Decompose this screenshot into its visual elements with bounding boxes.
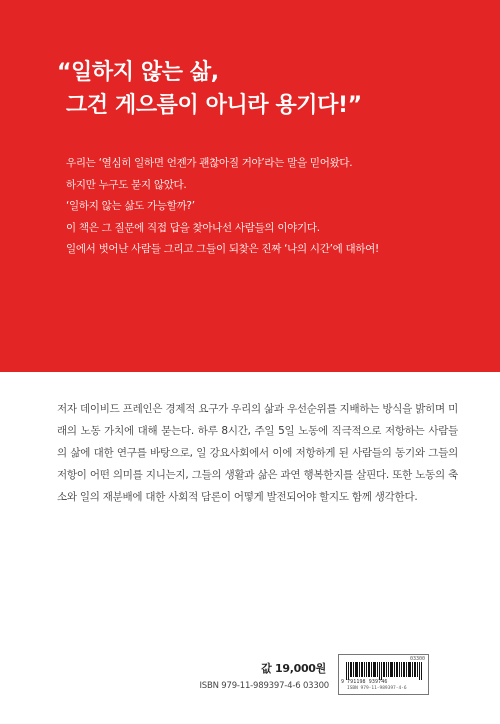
barcode-top-code: 03300 <box>409 656 425 662</box>
isbn-label: ISBN 979-11-989397-4-6 03300 <box>199 681 329 691</box>
barcode-isbn-small: ISBN 979-11-989397-4-6 <box>347 686 407 691</box>
headline-line-2: 그건 게으름이 아니라 용기다!” <box>66 93 362 118</box>
barcode-digits: 791198 939746 <box>347 679 388 685</box>
intro-line-4: 이 책은 그 질문에 직접 답을 찾아나선 사람들의 이야기다. <box>66 221 320 234</box>
intro-copy <box>66 153 466 261</box>
intro-line-5: 일에서 벗어난 사람들 그리고 그들이 되찾은 진짜 ‘나의 시간’에 대하여! <box>66 243 379 255</box>
intro-line-2: 하지만 누구도 묻지 않았다. <box>66 178 187 191</box>
intro-line-1: 우리는 ‘열심히 일하면 언젠가 괜찮아질 거야’라는 말을 믿어왔다. <box>66 157 353 169</box>
headline <box>57 56 457 122</box>
intro-line-3: ‘일하지 않는 삶도 가능할까?’ <box>66 200 195 212</box>
book-description: 저자 데이비드 프레인은 경제적 요구가 우리의 삶과 우선순위를 지배하는 방식을 밝히며 미래의 노동 가치에 대해 묻는다. 하루 8시간, 주일 5일 노동에 직극적으로 저항하는 사람들의 삶에 대한 연구를 바탕으로, 일 강요사회에서 이에 저항하게 된 사람들의 동기와 그들의 저항이 어떤 의미를 지니는지, 그들의 생활과 삶은 과연 행복한지를 살핀다. 또한 노동의 축소와 일의 재분배에 대한 사회적 담론이 어떻게 발전되어야 할지도 함께 생각한다. <box>57 403 458 503</box>
headline-line-1: “일하지 않는 삶, <box>57 60 219 85</box>
barcode-area <box>338 654 429 695</box>
barcode-left-digit: 9 <box>341 679 345 685</box>
price-label: 값 19,000원 <box>261 662 326 675</box>
barcode-bars <box>346 662 423 680</box>
